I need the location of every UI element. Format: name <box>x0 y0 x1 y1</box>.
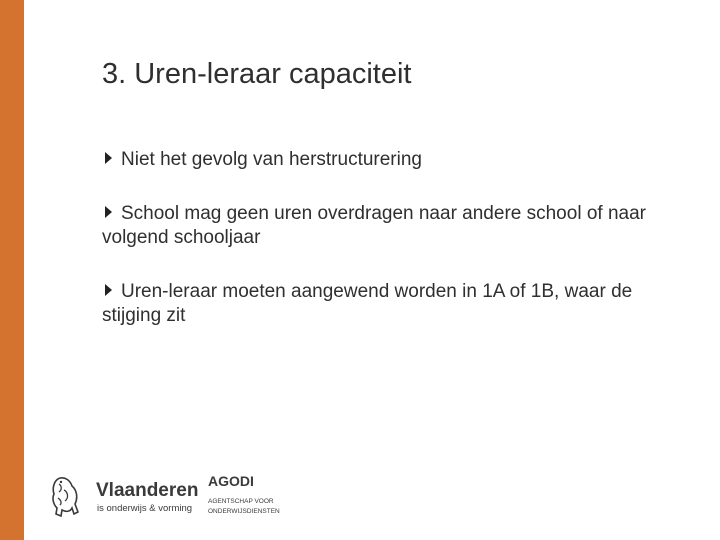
bullet-item <box>102 280 692 328</box>
bullet-item <box>102 148 692 172</box>
accent-sidebar-bar <box>0 0 24 540</box>
agodi-logo-name: AGODI <box>208 473 254 489</box>
triangle-right-icon <box>105 152 112 164</box>
bullet-text: School mag geen uren overdragen naar andere school of naar volgend schooljaar <box>102 203 646 248</box>
vlaanderen-logo-name: Vlaanderen <box>96 480 199 501</box>
bullet-list <box>102 148 692 358</box>
triangle-right-icon <box>105 206 112 218</box>
slide-title: 3. Uren-leraar capaciteit <box>102 58 412 90</box>
agodi-subtitle-line2: ONDERWIJSDIENSTEN <box>208 508 280 515</box>
vlaanderen-logo-subtitle: is onderwijs & vorming <box>97 503 193 514</box>
bullet-text: Niet het gevolg van herstructurering <box>121 149 422 170</box>
bullet-item <box>102 202 692 250</box>
agodi-subtitle-line1: AGENTSCHAP VOOR <box>208 498 274 505</box>
bullet-text: Uren-leraar moeten aangewend worden in 1A of 1B, waar de stijging zit <box>102 281 633 326</box>
flemish-lion-icon <box>50 474 80 518</box>
footer-logos <box>50 468 350 524</box>
triangle-right-icon <box>105 284 112 296</box>
